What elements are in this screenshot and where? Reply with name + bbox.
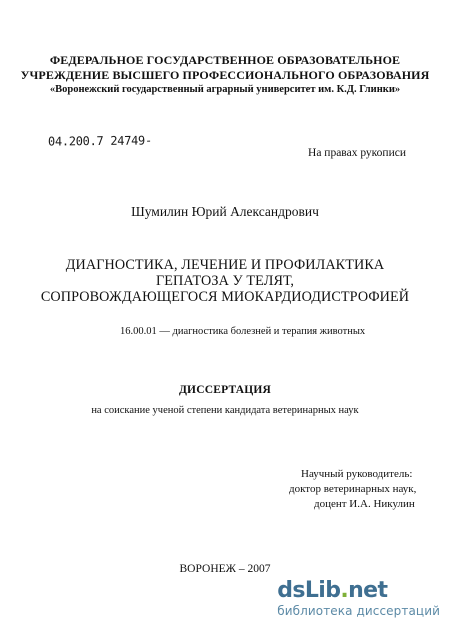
watermark-wordmark — [277, 580, 440, 602]
watermark-main: dsLib — [277, 578, 341, 603]
watermark-tld: net — [348, 578, 388, 603]
city-year: ВОРОНЕЖ – 2007 — [179, 563, 271, 575]
watermark-dot: . — [340, 578, 349, 603]
title-line-3: СОПРОВОЖДАЮЩЕГОСЯ МИОКАРДИОДИСТРОФИЕЙ — [40, 289, 410, 305]
watermark-logo — [277, 580, 440, 617]
document-type: ДИССЕРТАЦИЯ — [178, 384, 272, 396]
supervisor-label: Научный руководитель: — [301, 468, 413, 480]
supervisor-degree: доктор ветеринарных наук, — [289, 483, 417, 495]
header-line-1: ФЕДЕРАЛЬНОЕ ГОСУДАРСТВЕННОЕ ОБРАЗОВАТЕЛЬНОЕ — [49, 53, 401, 67]
header-line-2: УЧРЕЖДЕНИЕ ВЫСШЕГО ПРОФЕССИОНАЛЬНОГО ОБРАЗОВАНИЯ — [20, 68, 430, 82]
supervisor-name: доцент И.А. Никулин — [314, 498, 415, 510]
watermark-subtitle: библиотека диссертаций — [277, 604, 440, 618]
degree-line: на соискание ученой степени кандидата ветеринарных наук — [91, 405, 359, 416]
title-line-2: ГЕПАТОЗА У ТЕЛЯТ, — [155, 273, 295, 289]
archive-stamp: 04.200.7 24749- — [47, 133, 152, 149]
title-line-1: ДИАГНОСТИКА, ЛЕЧЕНИЕ И ПРОФИЛАКТИКА — [65, 257, 385, 273]
specialty-code: 16.00.01 — диагностика болезней и терапия животных — [120, 326, 366, 337]
rights-notice: На правах рукописи — [308, 147, 406, 159]
author-name: Шумилин Юрий Александрович — [131, 204, 319, 219]
header-line-3: «Воронежский государственный аграрный университет им. К.Д. Глинки» — [49, 84, 401, 95]
